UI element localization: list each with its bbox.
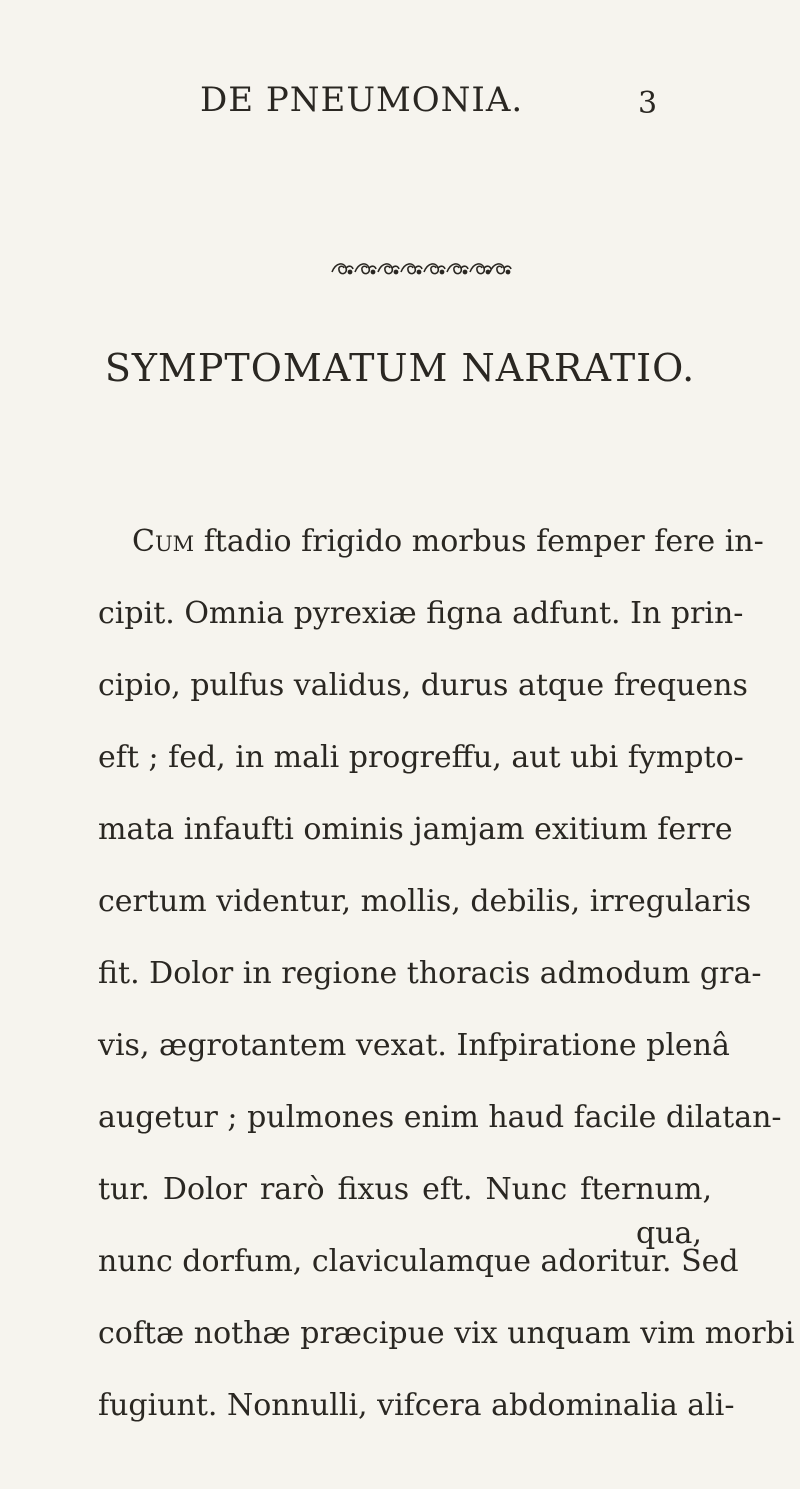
text-line: mata infaufti ominis jamjam exitium ferre bbox=[98, 812, 733, 847]
text-line: tur. Dolor rarò fixus eft. Nunc fternum, bbox=[98, 1172, 712, 1207]
text-line: vis, ægrotantem vexat. Infpiratione plenâ bbox=[98, 1028, 730, 1063]
text-line-rest: ftadio frigido morbus femper fere in- bbox=[194, 524, 764, 559]
text-line: certum videntur, mollis, debilis, irregularis bbox=[98, 884, 752, 919]
text-line: nunc dorfum, claviculamque adoritur. Sed bbox=[98, 1244, 739, 1279]
running-title: DE PNEUMONIA. bbox=[200, 80, 524, 120]
text-line: fit. Dolor in regione thoracis admodum gra- bbox=[98, 956, 762, 991]
page-number: 3 bbox=[638, 86, 658, 121]
initial-word: Cum bbox=[132, 524, 195, 559]
text-line: coftæ nothæ præcipue vix unquam vim morbi bbox=[98, 1316, 795, 1351]
text-line: eft ; fed, in mali progreffu, aut ubi fympto- bbox=[98, 740, 744, 775]
text-line: augetur ; pulmones enim haud facile dilatan- bbox=[98, 1100, 782, 1135]
text-line: cipit. Omnia pyrexiæ figna adfunt. In prin- bbox=[98, 596, 744, 631]
catchword: qua, bbox=[636, 1216, 702, 1251]
body-paragraph bbox=[98, 506, 795, 1442]
text-line bbox=[98, 506, 764, 578]
floral-ornament-icon bbox=[328, 257, 512, 279]
section-title: SYMPTOMATUM NARRATIO. bbox=[104, 346, 696, 390]
text-line: fugiunt. Nonnulli, vifcera abdominalia ali- bbox=[98, 1388, 735, 1423]
text-line: cipio, pulfus validus, durus atque frequens bbox=[98, 668, 748, 703]
